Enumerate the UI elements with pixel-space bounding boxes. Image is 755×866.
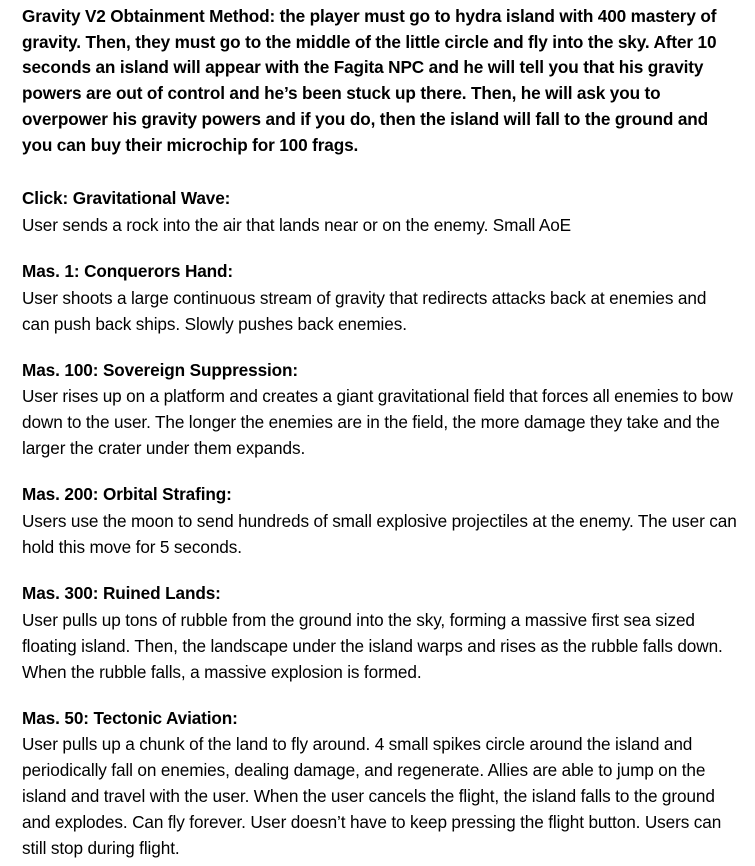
obtainment-method-paragraph: Gravity V2 Obtainment Method: the player must go to hydra island with 400 mastery of gravity. Then, they must go to the middle of the little circle and fly into the sky. After 10 seconds an island will appear with the Fagita NPC and he will tell you that his gravity powers are out of control and he’s been stuck up there. Then, he will ask you to overpower his gravity powers and if you do, then the island will fall to the ground and you can buy their microchip for 100 frags. [22,6,717,155]
move-description: User pulls up a chunk of the land to fly around. 4 small spikes circle around the island and periodically fall on enemies, dealing damage, and regenerate. Allies are able to jump on the island and travel with the user. When the user cancels the flight, the island falls to the ground and explodes. Can fly forever. User doesn’t have to keep pressing the flight button. Users can still stop during flight. [22,734,722,859]
move-description: User shoots a large continuous stream of gravity that redirects attacks back at enemies and can push back ships. Slowly pushes back enemies. [22,287,707,334]
move-entry-sovereign-suppression [22,358,737,462]
move-entry-tectonic-aviation [22,706,737,862]
move-heading: Mas. 1: Conquerors Hand: [22,260,234,281]
move-entry-conquerors-hand [22,259,737,337]
move-heading: Mas. 300: Ruined Lands: [22,583,221,604]
move-entry-ruined-lands [22,581,737,685]
move-heading: Click: Gravitational Wave: [22,188,231,209]
move-entry-orbital-strafing [22,482,737,560]
move-description: Users use the moon to send hundreds of small explosive projectiles at the enemy. The user can hold this move for 5 seconds. [22,511,737,558]
move-heading: Mas. 50: Tectonic Aviation: [22,707,238,728]
move-description: User pulls up tons of rubble from the ground into the sky, forming a massive first sea sized floating island. Then, the landscape under the island warps and rises as the rubble falls down. When the rubble falls, a massive explosion is formed. [22,609,723,682]
move-heading: Mas. 200: Orbital Strafing: [22,484,232,505]
move-heading: Mas. 100: Sovereign Suppression: [22,359,299,380]
move-entry-gravitational-wave [22,186,737,238]
move-description: User sends a rock into the air that lands near or on the enemy. Small AoE [22,214,572,235]
move-description: User rises up on a platform and creates a giant gravitational field that forces all enemies to bow down to the user. The longer the enemies are in the field, the more damage they take and the larger the crater under them expands. [22,386,733,459]
